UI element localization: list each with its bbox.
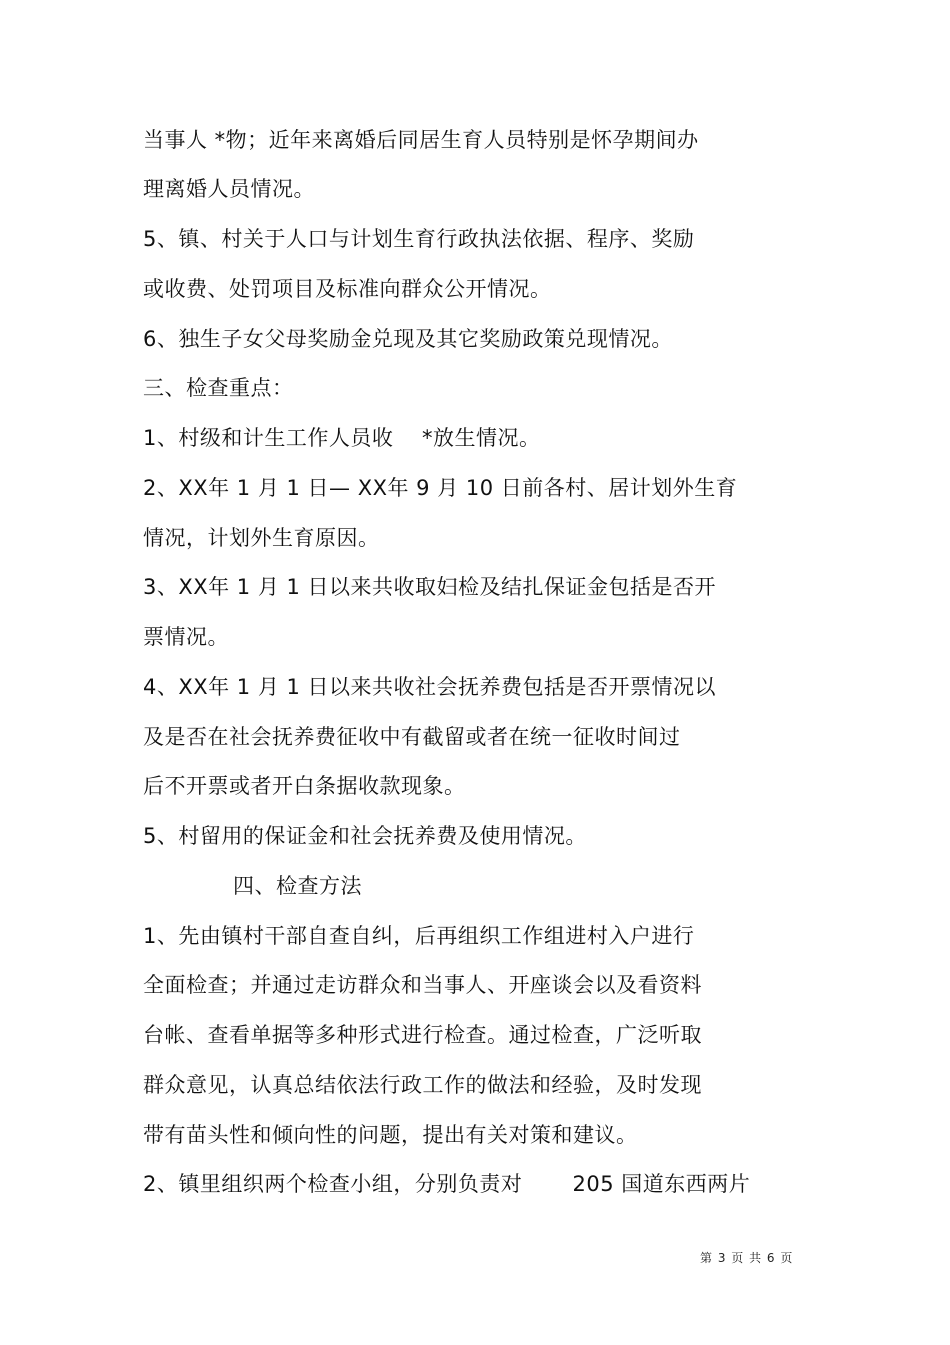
text-line-12: 4、XX年 1 月 1 日以来共收社会抚养费包括是否开票情况以 [143,675,717,699]
text-line-3: 5、镇、村关于人口与计划生育行政执法依据、程序、奖励 [143,227,695,251]
text-line-19: 台帐、查看单据等多种形式进行检查。通过检查，广泛听取 [143,1023,702,1047]
text-line-10: 3、XX年 1 月 1 日以来共收取妇检及结扎保证金包括是否开 [143,575,717,599]
text-line-11: 票情况。 [143,625,229,649]
text-line-2: 理离婚人员情况。 [143,177,315,201]
text-line-7: 1、村级和计生工作人员收 *放生情况。 [143,426,541,450]
text-line-1: 当事人 *物；近年来离婚后同居生育人员特别是怀孕期间办 [143,128,699,152]
text-line-8: 2、XX年 1 月 1 日— XX年 9 月 10 日前各村、居计划外生育 [143,476,738,500]
text-line-21: 带有苗头性和倾向性的问题，提出有关对策和建议。 [143,1123,638,1147]
text-line-14: 后不开票或者开白条据收款现象。 [143,774,466,798]
page-number-footer: 第 3 页 共 6 页 [700,1251,794,1265]
text-line-5: 6、独生子女父母奖励金兑现及其它奖励政策兑现情况。 [143,327,673,351]
section-heading-3: 三、检查重点： [143,376,294,400]
text-line-13: 及是否在社会抚养费征收中有截留或者在统一征收时间过 [143,725,681,749]
text-line-4: 或收费、处罚项目及标准向群众公开情况。 [143,277,552,301]
text-line-22: 2、镇里组织两个检查小组，分别负责对 205 国道东西两片 [143,1172,751,1196]
text-line-9: 情况，计划外生育原因。 [143,526,380,550]
section-heading-4: 四、检查方法 [233,874,362,898]
text-line-15: 5、村留用的保证金和社会抚养费及使用情况。 [143,824,587,848]
text-line-20: 群众意见，认真总结依法行政工作的做法和经验，及时发现 [143,1073,702,1097]
text-line-17: 1、先由镇村干部自查自纠，后再组织工作组进村入户进行 [143,924,695,948]
text-line-18: 全面检查；并通过走访群众和当事人、开座谈会以及看资料 [143,973,702,997]
